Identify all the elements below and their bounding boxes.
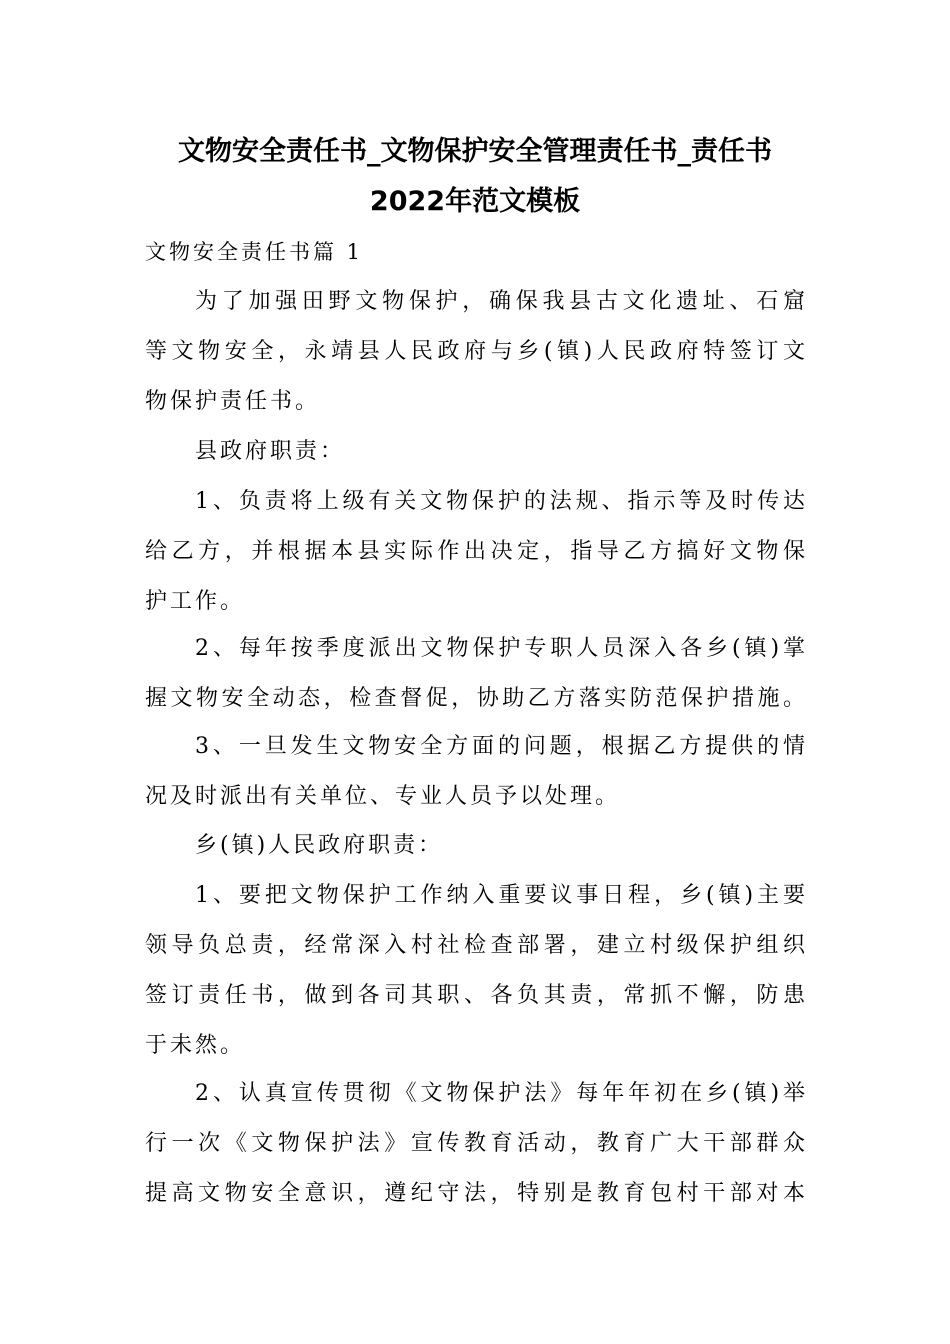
paragraph-line: 为了加强田野文物保护，确保我县古文化遗址、石窟: [195, 289, 805, 314]
paragraph-township-duties-heading: [145, 821, 805, 871]
paragraph-line: 于未然。: [145, 1033, 246, 1058]
paragraph-line: 签订责任书，做到各司其职、各负其责，常抓不懈，防患: [145, 983, 805, 1008]
paragraph-line: 提高文物安全意识，遵纪守法，特别是教育包村干部对本: [145, 1181, 805, 1206]
paragraph-county-duty-1: [145, 477, 805, 627]
paragraph-line: 2、每年按季度派出文物保护专职人员深入各乡(镇)掌: [195, 636, 805, 661]
paragraph-intro: [145, 277, 805, 427]
paragraph-line: 1、负责将上级有关文物保护的法规、指示等及时传达: [195, 489, 805, 514]
document-title-line-1: 文物安全责任书_文物保护安全管理责任书_责任书: [178, 136, 772, 167]
paragraph-township-duty-2: [145, 1069, 805, 1219]
paragraph-line: 况及时派出有关单位、专业人员予以处理。: [145, 784, 621, 809]
paragraph-line: 乡(镇)人民政府职责：: [195, 833, 444, 858]
paragraph-county-duties-heading: [145, 427, 805, 477]
paragraph-line: 县政府职责：: [195, 439, 346, 464]
paragraph-line: 行一次《文物保护法》宣传教育活动，教育广大干部群众: [145, 1131, 805, 1156]
section-heading: 文物安全责任书篇 1: [145, 240, 364, 264]
paragraph-line: 2、认真宣传贯彻《文物保护法》每年年初在乡(镇)举: [195, 1081, 805, 1106]
paragraph-county-duty-3: [145, 722, 805, 822]
paragraph-line: 给乙方，并根据本县实际作出决定，指导乙方搞好文物保: [145, 539, 805, 564]
paragraph-line: 1、要把文物保护工作纳入重要议事日程，乡(镇)主要: [195, 883, 805, 908]
document-title-line-2: 2022年范文模板: [369, 186, 581, 217]
paragraph-line: 等文物安全，永靖县人民政府与乡(镇)人民政府特签订文: [145, 339, 805, 364]
paragraph-line: 领导负总责，经常深入村社检查部署，建立村级保护组织: [145, 933, 805, 958]
paragraph-line: 3、一旦发生文物安全方面的问题，根据乙方提供的情: [195, 734, 805, 759]
paragraph-line: 护工作。: [145, 589, 246, 614]
paragraph-line: 物保护责任书。: [145, 389, 321, 414]
paragraph-line: 握文物安全动态，检查督促，协助乙方落实防范保护措施。: [145, 686, 805, 711]
paragraph-county-duty-2: [145, 624, 805, 724]
paragraph-township-duty-1: [145, 871, 805, 1071]
